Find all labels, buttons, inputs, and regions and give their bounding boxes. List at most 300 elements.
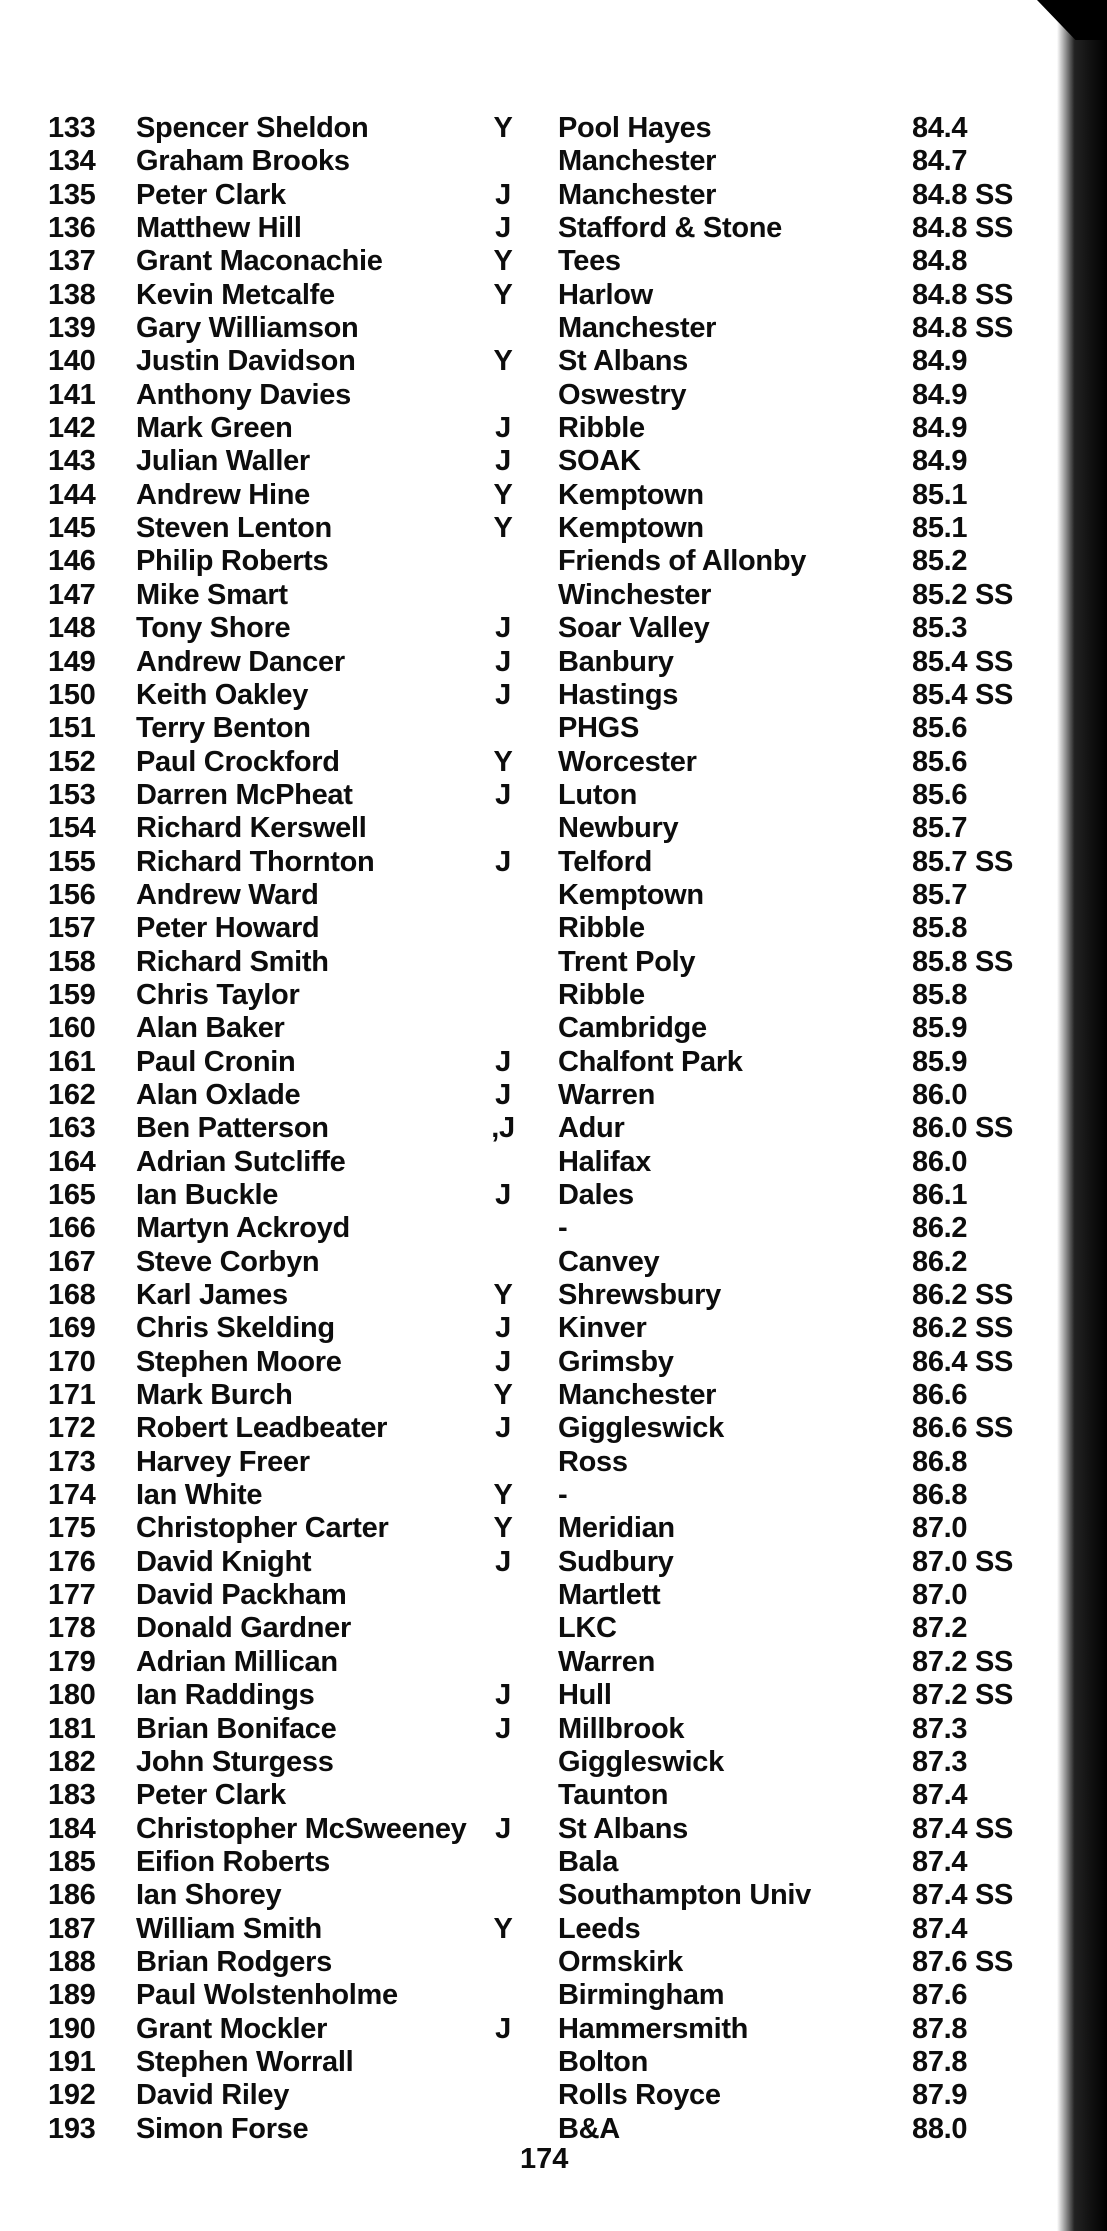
- result-row: [48, 479, 1058, 512]
- position-number: 184: [48, 1812, 96, 1845]
- result-row: [48, 1746, 1058, 1779]
- finish-time: 87.8: [912, 2045, 968, 2078]
- finish-time: 84.9: [912, 345, 968, 378]
- result-row: [48, 1346, 1058, 1379]
- position-number: 192: [48, 2079, 96, 2112]
- position-number: 163: [48, 1112, 96, 1145]
- club-name: St Albans: [558, 345, 688, 378]
- position-number: 145: [48, 512, 96, 545]
- runner-name: Steven Lenton: [136, 512, 332, 545]
- finish-time: 87.8: [912, 2012, 968, 2045]
- finish-time: 86.4 SS: [912, 1345, 1014, 1378]
- runner-name: Mark Green: [136, 412, 293, 445]
- category-code: J: [495, 778, 511, 811]
- category-code: Y: [493, 1379, 513, 1412]
- position-number: 186: [48, 1879, 96, 1912]
- runner-name: Paul Crockford: [136, 745, 340, 778]
- club-name: Giggleswick: [558, 1412, 724, 1445]
- club-name: Grimsby: [558, 1345, 674, 1378]
- position-number: 146: [48, 545, 96, 578]
- position-number: 162: [48, 1078, 96, 1111]
- category-code: J: [495, 1712, 511, 1745]
- club-name: Bala: [558, 1845, 619, 1878]
- position-number: 178: [48, 1612, 96, 1645]
- position-number: 171: [48, 1379, 96, 1412]
- runner-name: Paul Wolstenholme: [136, 1979, 398, 2012]
- result-row: [48, 279, 1058, 312]
- result-row: [48, 1979, 1058, 2012]
- position-number: 176: [48, 1545, 96, 1578]
- result-row: [48, 1813, 1058, 1846]
- club-name: PHGS: [558, 712, 639, 745]
- club-name: Dales: [558, 1179, 634, 1211]
- position-number: 165: [48, 1179, 96, 1211]
- category-code: Y: [493, 512, 513, 545]
- result-row: [48, 746, 1058, 779]
- category-code: Y: [493, 1512, 513, 1545]
- result-row: [48, 1179, 1058, 1212]
- finish-time: 84.7: [912, 145, 968, 178]
- club-name: Winchester: [558, 578, 712, 611]
- category-code: J: [495, 845, 511, 878]
- finish-time: 87.0: [912, 1512, 968, 1545]
- result-row: [48, 1312, 1058, 1345]
- result-row: [48, 2013, 1058, 2046]
- position-number: 158: [48, 945, 96, 978]
- position-number: 148: [48, 612, 96, 645]
- category-code: J: [495, 678, 511, 711]
- finish-time: 87.4 SS: [912, 1879, 1014, 1912]
- category-code: Y: [493, 112, 513, 144]
- runner-name: Ian Raddings: [136, 1679, 315, 1712]
- finish-time: 86.8: [912, 1479, 968, 1512]
- runner-name: Grant Mockler: [136, 2012, 328, 2045]
- position-number: 193: [48, 2112, 96, 2145]
- runner-name: Ben Patterson: [136, 1112, 329, 1145]
- club-name: B&A: [558, 2112, 620, 2145]
- club-name: Ribble: [558, 978, 645, 1011]
- runner-name: Darren McPheat: [136, 778, 353, 811]
- result-row: [48, 1079, 1058, 1112]
- result-row: [48, 846, 1058, 879]
- finish-time: 86.2: [912, 1212, 968, 1245]
- result-row: [48, 1212, 1058, 1245]
- position-number: 150: [48, 678, 96, 711]
- club-name: Harlow: [558, 278, 653, 311]
- finish-time: 84.8 SS: [912, 312, 1014, 345]
- runner-name: Stephen Worrall: [136, 2045, 354, 2078]
- runner-name: Ian Shorey: [136, 1879, 282, 1912]
- finish-time: 85.7: [912, 812, 968, 845]
- club-name: Giggleswick: [558, 1745, 724, 1778]
- position-number: 180: [48, 1679, 96, 1712]
- result-row: [48, 1479, 1058, 1512]
- runner-name: John Sturgess: [136, 1745, 334, 1778]
- finish-time: 85.3: [912, 612, 968, 645]
- club-name: Ross: [558, 1445, 628, 1478]
- runner-name: Robert Leadbeater: [136, 1412, 388, 1445]
- position-number: 157: [48, 912, 96, 945]
- club-name: Millbrook: [558, 1712, 685, 1745]
- result-row: [48, 679, 1058, 712]
- finish-time: 86.1: [912, 1179, 968, 1211]
- finish-time: 87.3: [912, 1712, 968, 1745]
- position-number: 190: [48, 2012, 96, 2045]
- result-row: [48, 1679, 1058, 1712]
- runner-name: Keith Oakley: [136, 678, 309, 711]
- category-code: J: [495, 445, 511, 478]
- position-number: 188: [48, 1945, 96, 1978]
- category-code: J: [495, 1545, 511, 1578]
- position-number: 181: [48, 1712, 96, 1745]
- club-name: Tees: [558, 245, 621, 278]
- finish-time: 88.0: [912, 2112, 968, 2145]
- position-number: 140: [48, 345, 96, 378]
- position-number: 172: [48, 1412, 96, 1445]
- runner-name: Simon Forse: [136, 2112, 309, 2145]
- runner-name: Graham Brooks: [136, 145, 350, 178]
- category-code: J: [495, 1179, 511, 1211]
- runner-name: Richard Kerswell: [136, 812, 367, 845]
- club-name: Manchester: [558, 145, 717, 178]
- finish-time: 87.4: [912, 1779, 968, 1812]
- result-row: [48, 1012, 1058, 1045]
- runner-name: Andrew Ward: [136, 878, 319, 911]
- finish-time: 85.9: [912, 1012, 968, 1045]
- result-row: [48, 1946, 1058, 1979]
- runner-name: Eifion Roberts: [136, 1845, 330, 1878]
- finish-time: 85.2 SS: [912, 578, 1014, 611]
- category-code: Y: [493, 1912, 513, 1945]
- club-name: Friends of Allonby: [558, 545, 807, 578]
- finish-time: 85.7: [912, 878, 968, 911]
- result-row: [48, 1612, 1058, 1645]
- club-name: Worcester: [558, 745, 697, 778]
- finish-time: 85.1: [912, 512, 968, 545]
- position-number: 147: [48, 578, 96, 611]
- club-name: Manchester: [558, 312, 717, 345]
- runner-name: Philip Roberts: [136, 545, 329, 578]
- runner-name: Justin Davidson: [136, 345, 356, 378]
- finish-time: 85.1: [912, 478, 968, 511]
- category-code: J: [495, 645, 511, 678]
- result-row: [48, 2113, 1058, 2146]
- result-row: [48, 112, 1058, 145]
- result-row: [48, 1112, 1058, 1145]
- runner-name: Christopher Carter: [136, 1512, 389, 1545]
- runner-name: Peter Clark: [136, 1779, 286, 1812]
- result-row: [48, 1646, 1058, 1679]
- result-row: [48, 1546, 1058, 1579]
- runner-name: Ian White: [136, 1479, 263, 1512]
- position-number: 136: [48, 212, 96, 245]
- position-number: 168: [48, 1279, 96, 1312]
- category-code: J: [495, 178, 511, 211]
- position-number: 159: [48, 978, 96, 1011]
- finish-time: 85.6: [912, 712, 968, 745]
- club-name: Cambridge: [558, 1012, 707, 1045]
- club-name: Warren: [558, 1645, 656, 1678]
- position-number: 135: [48, 178, 96, 211]
- result-row: [48, 1279, 1058, 1312]
- finish-time: 86.2 SS: [912, 1279, 1014, 1312]
- runner-name: David Riley: [136, 2079, 290, 2112]
- category-code: Y: [493, 278, 513, 311]
- club-name: Meridian: [558, 1512, 675, 1545]
- position-number: 142: [48, 412, 96, 445]
- finish-time: 84.8 SS: [912, 278, 1014, 311]
- runner-name: Chris Skelding: [136, 1312, 335, 1345]
- result-row: [48, 1846, 1058, 1879]
- category-code: J: [495, 1412, 511, 1445]
- position-number: 155: [48, 845, 96, 878]
- position-number: 134: [48, 145, 96, 178]
- position-number: 149: [48, 645, 96, 678]
- finish-time: 86.2 SS: [912, 1312, 1014, 1345]
- result-row: [48, 145, 1058, 178]
- category-code: Y: [493, 1479, 513, 1512]
- result-row: [48, 1146, 1058, 1179]
- result-row: [48, 912, 1058, 945]
- club-name: LKC: [558, 1612, 617, 1645]
- club-name: Halifax: [558, 1145, 651, 1178]
- result-row: [48, 1246, 1058, 1279]
- position-number: 191: [48, 2045, 96, 2078]
- club-name: Hastings: [558, 678, 679, 711]
- category-code: J: [495, 212, 511, 245]
- runner-name: Steve Corbyn: [136, 1245, 320, 1278]
- club-name: SOAK: [558, 445, 641, 478]
- result-row: [48, 512, 1058, 545]
- club-name: Martlett: [558, 1579, 661, 1612]
- position-number: 166: [48, 1212, 96, 1245]
- runner-name: William Smith: [136, 1912, 322, 1945]
- club-name: Ribble: [558, 412, 645, 445]
- finish-time: 85.7 SS: [912, 845, 1014, 878]
- result-row: [48, 312, 1058, 345]
- position-number: 144: [48, 478, 96, 511]
- result-row: [48, 379, 1058, 412]
- runner-name: Brian Rodgers: [136, 1945, 332, 1978]
- club-name: Soar Valley: [558, 612, 710, 645]
- result-row: [48, 212, 1058, 245]
- category-code: J: [495, 1345, 511, 1378]
- result-row: [48, 179, 1058, 212]
- club-name: Leeds: [558, 1912, 641, 1945]
- finish-time: 87.6: [912, 1979, 968, 2012]
- category-code: ,J: [491, 1112, 515, 1145]
- position-number: 167: [48, 1245, 96, 1278]
- result-row: [48, 646, 1058, 679]
- result-row: [48, 2046, 1058, 2079]
- result-row: [48, 1512, 1058, 1545]
- position-number: 137: [48, 245, 96, 278]
- result-row: [48, 1046, 1058, 1079]
- position-number: 174: [48, 1479, 96, 1512]
- result-row: [48, 545, 1058, 578]
- position-number: 175: [48, 1512, 96, 1545]
- position-number: 161: [48, 1045, 96, 1078]
- runner-name: Adrian Sutcliffe: [136, 1145, 346, 1178]
- result-row: [48, 946, 1058, 979]
- page-edge-shadow: [1057, 0, 1107, 2231]
- finish-time: 87.0: [912, 1579, 968, 1612]
- position-number: 139: [48, 312, 96, 345]
- category-code: J: [495, 1045, 511, 1078]
- runner-name: Julian Waller: [136, 445, 310, 478]
- club-name: Kinver: [558, 1312, 647, 1345]
- club-name: Kemptown: [558, 878, 704, 911]
- finish-time: 86.8: [912, 1445, 968, 1478]
- finish-time: 86.0 SS: [912, 1112, 1014, 1145]
- club-name: -: [558, 1212, 568, 1245]
- position-number: 169: [48, 1312, 96, 1345]
- club-name: Southampton Univ: [558, 1879, 811, 1912]
- runner-name: Andrew Dancer: [136, 645, 345, 678]
- finish-time: 87.0 SS: [912, 1545, 1014, 1578]
- finish-time: 85.6: [912, 745, 968, 778]
- club-name: Chalfont Park: [558, 1045, 743, 1078]
- result-row: [48, 445, 1058, 478]
- runner-name: Mark Burch: [136, 1379, 293, 1412]
- result-row: [48, 712, 1058, 745]
- category-code: Y: [493, 245, 513, 278]
- club-name: Trent Poly: [558, 945, 696, 978]
- finish-time: 85.2: [912, 545, 968, 578]
- result-row: [48, 245, 1058, 278]
- finish-time: 85.6: [912, 778, 968, 811]
- club-name: Pool Hayes: [558, 112, 712, 144]
- club-name: Canvey: [558, 1245, 660, 1278]
- finish-time: 87.4 SS: [912, 1812, 1014, 1845]
- finish-time: 87.9: [912, 2079, 968, 2112]
- position-number: 177: [48, 1579, 96, 1612]
- runner-name: Tony Shore: [136, 612, 291, 645]
- runner-name: Mike Smart: [136, 578, 288, 611]
- finish-time: 87.4: [912, 1912, 968, 1945]
- runner-name: Brian Boniface: [136, 1712, 337, 1745]
- finish-time: 85.8: [912, 978, 968, 1011]
- club-name: Bolton: [558, 2045, 649, 2078]
- runner-name: Spencer Sheldon: [136, 112, 369, 144]
- result-row: [48, 1713, 1058, 1746]
- position-number: 141: [48, 378, 96, 411]
- club-name: Oswestry: [558, 378, 687, 411]
- runner-name: Kevin Metcalfe: [136, 278, 335, 311]
- position-number: 185: [48, 1845, 96, 1878]
- runner-name: Martyn Ackroyd: [136, 1212, 350, 1245]
- category-code: J: [495, 1312, 511, 1345]
- runner-name: Anthony Davies: [136, 378, 351, 411]
- result-row: [48, 1579, 1058, 1612]
- finish-time: 84.4: [912, 112, 968, 144]
- category-code: J: [495, 1078, 511, 1111]
- category-code: J: [495, 1812, 511, 1845]
- runner-name: Stephen Moore: [136, 1345, 342, 1378]
- finish-time: 84.9: [912, 445, 968, 478]
- position-number: 179: [48, 1645, 96, 1678]
- runner-name: Gary Williamson: [136, 312, 359, 345]
- runner-name: Harvey Freer: [136, 1445, 310, 1478]
- result-row: [48, 1879, 1058, 1912]
- page-corner-shadow: [1037, 0, 1107, 40]
- runner-name: Chris Taylor: [136, 978, 300, 1011]
- result-row: [48, 1379, 1058, 1412]
- club-name: Birmingham: [558, 1979, 725, 2012]
- club-name: Hammersmith: [558, 2012, 749, 2045]
- result-row: [48, 879, 1058, 912]
- finish-time: 86.6 SS: [912, 1412, 1014, 1445]
- category-code: J: [495, 1679, 511, 1712]
- runner-name: Adrian Millican: [136, 1645, 338, 1678]
- club-name: Ormskirk: [558, 1945, 683, 1978]
- runner-name: Terry Benton: [136, 712, 311, 745]
- finish-time: 85.8 SS: [912, 945, 1014, 978]
- category-code: J: [495, 412, 511, 445]
- position-number: 143: [48, 445, 96, 478]
- finish-time: 84.9: [912, 412, 968, 445]
- runner-name: Andrew Hine: [136, 478, 310, 511]
- position-number: 152: [48, 745, 96, 778]
- result-row: [48, 2079, 1058, 2112]
- finish-time: 85.8: [912, 912, 968, 945]
- club-name: Warren: [558, 1078, 656, 1111]
- position-number: 170: [48, 1345, 96, 1378]
- position-number: 164: [48, 1145, 96, 1178]
- runner-name: Karl James: [136, 1279, 288, 1312]
- club-name: Adur: [558, 1112, 625, 1145]
- category-code: Y: [493, 745, 513, 778]
- position-number: 138: [48, 278, 96, 311]
- runner-name: Christopher McSweeney: [136, 1812, 467, 1845]
- position-number: 160: [48, 1012, 96, 1045]
- finish-time: 87.2: [912, 1612, 968, 1645]
- result-row: [48, 1779, 1058, 1812]
- results-table: [48, 112, 1058, 2146]
- result-row: [48, 979, 1058, 1012]
- page-number: 174: [520, 2143, 569, 2175]
- position-number: 173: [48, 1445, 96, 1478]
- position-number: 154: [48, 812, 96, 845]
- finish-time: 84.8: [912, 245, 968, 278]
- finish-time: 87.2 SS: [912, 1645, 1014, 1678]
- result-row: [48, 412, 1058, 445]
- club-name: Kemptown: [558, 478, 704, 511]
- club-name: Newbury: [558, 812, 679, 845]
- club-name: Manchester: [558, 178, 717, 211]
- result-row: [48, 779, 1058, 812]
- position-number: 153: [48, 778, 96, 811]
- club-name: Luton: [558, 778, 638, 811]
- result-row: [48, 612, 1058, 645]
- runner-name: Peter Howard: [136, 912, 320, 945]
- club-name: Stafford & Stone: [558, 212, 782, 245]
- runner-name: Peter Clark: [136, 178, 286, 211]
- category-code: Y: [493, 478, 513, 511]
- position-number: 189: [48, 1979, 96, 2012]
- runner-name: David Knight: [136, 1545, 312, 1578]
- club-name: Rolls Royce: [558, 2079, 721, 2112]
- club-name: Kemptown: [558, 512, 704, 545]
- finish-time: 84.8 SS: [912, 178, 1014, 211]
- position-number: 187: [48, 1912, 96, 1945]
- runner-name: Paul Cronin: [136, 1045, 296, 1078]
- result-row: [48, 1446, 1058, 1479]
- runner-name: David Packham: [136, 1579, 347, 1612]
- finish-time: 84.8 SS: [912, 212, 1014, 245]
- club-name: St Albans: [558, 1812, 688, 1845]
- position-number: 151: [48, 712, 96, 745]
